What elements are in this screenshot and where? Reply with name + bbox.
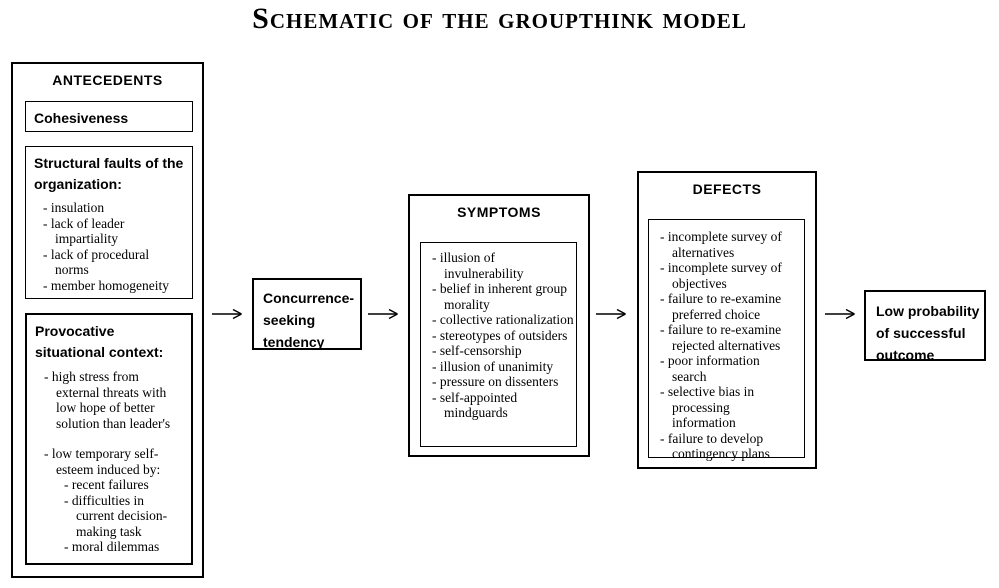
arrow-right-icon <box>212 308 242 320</box>
list-item: - self-appointed mindguards <box>432 389 518 420</box>
arrow-right-icon <box>825 308 855 320</box>
structural-faults-box <box>25 146 193 299</box>
list-item: - failure to develop contingency plans <box>660 430 770 461</box>
defects-header: DEFECTS <box>692 181 762 197</box>
list-item: - stereotypes of outsiders <box>432 327 568 343</box>
list-item: - incomplete survey of alternatives <box>660 229 782 260</box>
structural-faults-heading: Structural faults of the organization: <box>34 155 184 192</box>
outcome-label: Low probability of successful outcome <box>876 303 980 363</box>
defects-box <box>637 171 817 469</box>
concurrence-label: Concurrence-seeking tendency <box>263 290 355 350</box>
cohesiveness-box <box>25 101 193 132</box>
structural-faults-list <box>26 195 192 293</box>
list-item: - moral dilemmas <box>64 539 160 554</box>
defects-list <box>649 220 804 462</box>
provocative-main-list <box>27 363 191 477</box>
defects-inner-box <box>648 219 805 461</box>
list-item: - difficulties in current decision-making task <box>64 492 168 539</box>
list-item: - poor information search <box>660 353 760 384</box>
concurrence-box <box>252 278 362 350</box>
antecedents-header: ANTECEDENTS <box>52 72 163 88</box>
list-item: - member homogeneity <box>43 277 169 293</box>
symptoms-header: SYMPTOMS <box>457 204 541 220</box>
list-item: - high stress from external threats with low hope of better solution than leader's <box>44 369 171 431</box>
list-item: - self-censorship <box>432 343 522 358</box>
list-item: - illusion of unanimity <box>432 358 554 374</box>
list-item: - pressure on dissenters <box>432 374 559 389</box>
arrow-right-icon <box>368 308 398 320</box>
provocative-context-heading: Provocative situational context: <box>35 323 164 360</box>
list-item: - selective bias in processing information <box>660 384 755 430</box>
antecedents-box <box>11 62 204 578</box>
list-item: - illusion of invulnerability <box>432 250 524 281</box>
diagram-title: Schematic of the groupthink model <box>252 2 747 35</box>
list-item: - failure to re-examine rejected alternatives <box>660 322 782 353</box>
cohesiveness-label: Cohesiveness <box>34 110 129 126</box>
provocative-context-box <box>25 313 193 565</box>
list-item: - collective rationalization <box>432 312 574 327</box>
list-item: - lack of procedural norms <box>43 246 150 277</box>
symptoms-box <box>408 194 590 457</box>
provocative-sub-list <box>27 477 191 555</box>
list-item: - failure to re-examine preferred choice <box>660 291 782 322</box>
symptoms-list <box>421 243 576 421</box>
arrow-right-icon <box>596 308 626 320</box>
list-item: - insulation <box>43 200 105 215</box>
list-item: - lack of leader impartiality <box>43 215 125 246</box>
list-item: - belief in inherent group morality <box>432 281 567 312</box>
list-item: - incomplete survey of objectives <box>660 260 782 291</box>
list-item: - low temporary self-esteem induced by: <box>44 446 161 477</box>
outcome-box <box>864 290 986 361</box>
symptoms-inner-box <box>420 242 577 447</box>
list-item: - recent failures <box>64 477 149 492</box>
